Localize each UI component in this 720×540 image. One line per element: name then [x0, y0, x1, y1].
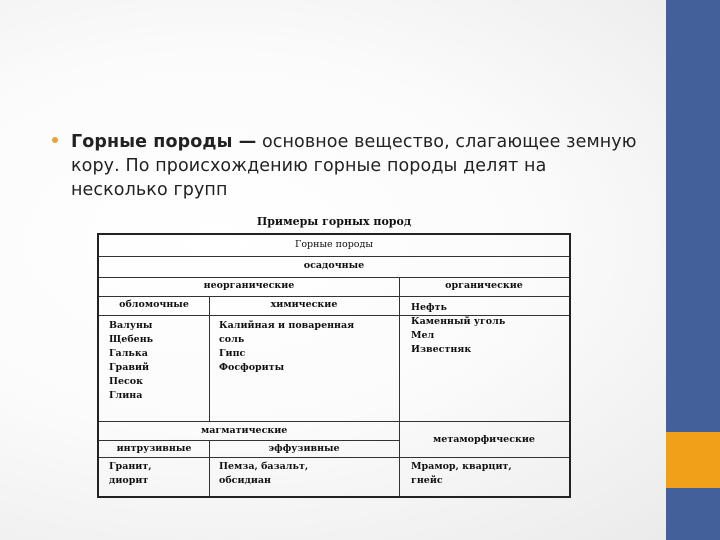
bullet-definition: основное вещество, слагающее земную кору. По происхождению горные породы делят на несколько групп: [71, 132, 637, 200]
organic-header: органические: [445, 280, 523, 291]
organic-list: [411, 301, 567, 357]
table-rule: [209, 296, 210, 421]
table-rule: [399, 277, 400, 421]
list-item: Щебень: [109, 334, 154, 345]
rock-examples-table: [97, 212, 571, 500]
table-title: Примеры горных пород: [256, 215, 412, 228]
list-item: Мел: [411, 330, 435, 341]
table-header: Горные породы: [295, 239, 373, 250]
metamorphic-header: метаморфические: [433, 434, 535, 445]
list-item: Гипс: [219, 348, 246, 359]
metamorphic-list: [411, 460, 567, 488]
list-item: Глина: [109, 390, 143, 401]
inorganic-header: неорганические: [203, 280, 295, 291]
table-rule: [99, 277, 569, 278]
list-item: Каменный уголь: [411, 316, 506, 327]
intrusive-list: [109, 460, 205, 488]
table-rule: [99, 256, 569, 257]
effusive-list: [219, 460, 395, 488]
list-item: Галька: [109, 348, 148, 359]
chemical-header: химические: [270, 299, 338, 310]
list-item: соль: [219, 334, 245, 345]
chemical-list: [219, 319, 395, 375]
list-item: Калийная и поваренная: [219, 320, 355, 331]
bullet-point: [52, 130, 642, 202]
list-item: Известняк: [411, 344, 472, 355]
list-item: Мрамор, кварцит,: [411, 461, 512, 472]
bullet-text: [71, 130, 642, 202]
clastic-list: [109, 319, 205, 403]
effusive-header: эффузивные: [268, 443, 340, 454]
list-item: Гранит,: [109, 461, 152, 472]
list-item: Нефть: [411, 302, 447, 313]
list-item: Валуны: [109, 320, 153, 331]
list-item: Гравий: [109, 362, 150, 373]
right-sidebar-bar: [666, 0, 720, 540]
list-item: обсидиан: [219, 475, 271, 486]
sedimentary-header: осадочные: [303, 260, 365, 271]
bullet-term: Горные породы —: [71, 132, 257, 152]
bullet-dot-icon: [52, 137, 58, 143]
intrusive-header: интрузивные: [116, 443, 192, 454]
magmatic-header: магматические: [201, 425, 288, 436]
table-rule: [99, 457, 569, 458]
table-rule: [99, 440, 399, 441]
table-rule: [99, 296, 569, 297]
table-rule: [99, 421, 569, 422]
list-item: Пемза, базальт,: [219, 461, 309, 472]
clastic-header: обломочные: [119, 299, 189, 310]
list-item: Песок: [109, 376, 143, 387]
list-item: гнейс: [411, 475, 443, 486]
table-frame: [97, 233, 571, 498]
sidebar-accent-block: [666, 432, 720, 488]
list-item: Фосфориты: [219, 362, 285, 373]
list-item: диорит: [109, 475, 149, 486]
